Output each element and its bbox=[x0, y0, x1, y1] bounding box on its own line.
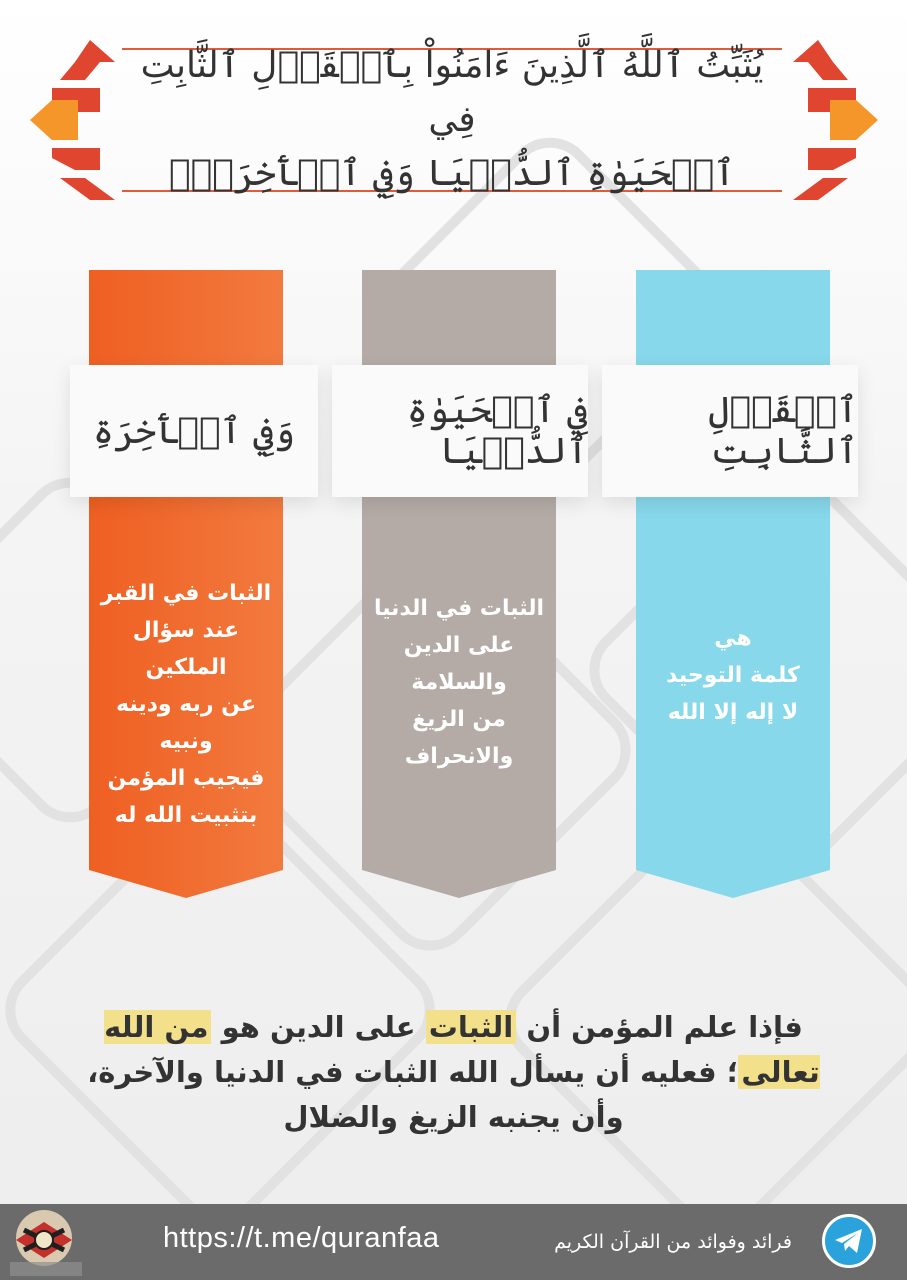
highlight-from-allah: من الله تعالى bbox=[104, 1010, 820, 1089]
column-1-line: كلمة التوحيد bbox=[666, 663, 800, 688]
column-2-line: الثبات في الدنيا bbox=[373, 596, 545, 621]
column-1-text bbox=[636, 620, 830, 731]
column-3-line: عند سؤال bbox=[132, 618, 240, 643]
column-2-line: والانحراف bbox=[404, 744, 514, 769]
column-2-heading: فِي ٱلۡحَيَوٰةِ ٱلدُّنۡيَا bbox=[332, 365, 588, 497]
column-3-text bbox=[89, 575, 283, 834]
column-2-line: والسلامة bbox=[411, 670, 507, 695]
column-1-heading: ٱلۡقَوۡلِ ٱلثَّابِتِ bbox=[602, 365, 858, 497]
verse-line-1: يُثَبِّتُ ٱللَّهُ ٱلَّذِينَ ءَامَنُواْ بِٱلۡقَوۡلِ ٱلثَّابِتِ فِي bbox=[140, 45, 764, 140]
footer-channel-title: فرائد وفوائد من القرآن الكريم bbox=[554, 1231, 792, 1253]
conclusion-text: فإذا علم المؤمن أن bbox=[516, 1010, 803, 1044]
quran-verse bbox=[122, 45, 782, 194]
decorative-arrows-right bbox=[788, 40, 878, 210]
footer-url-link[interactable]: https://t.me/quranfaa bbox=[163, 1222, 440, 1254]
column-2-line: على الدين bbox=[403, 633, 515, 658]
telegram-icon[interactable] bbox=[822, 1214, 876, 1268]
column-3-line: بتثبيت الله له bbox=[114, 803, 258, 828]
verse-line-2: ٱلۡحَيَوٰةِ ٱلدُّنۡيَا وَفِي ٱلۡأٓخِرَةِۖ bbox=[168, 153, 736, 194]
telegram-plane-icon bbox=[834, 1228, 864, 1254]
column-3-line: عن ربه ودينه bbox=[116, 692, 256, 717]
column-3-line: ونبيه bbox=[159, 729, 213, 754]
column-2-line: من الزيغ bbox=[412, 707, 506, 732]
conclusion-text: على الدين هو bbox=[211, 1010, 426, 1044]
column-1-line: لا إله إلا الله bbox=[667, 700, 799, 725]
decorative-arrows-left bbox=[30, 40, 120, 210]
column-1-line: هي bbox=[714, 626, 752, 651]
arab-defense-forum-logo bbox=[6, 1200, 96, 1280]
highlight-steadfastness: الثبات bbox=[426, 1010, 517, 1044]
column-2-text bbox=[362, 590, 556, 775]
conclusion-paragraph bbox=[60, 1005, 847, 1140]
conclusion-text: ؛ فعليه أن يسأل الله الثبات في الدنيا والآخرة، وأن يجنبه الزيغ والضلال bbox=[87, 1055, 739, 1134]
column-3-line: فيجيب المؤمن bbox=[107, 766, 265, 791]
column-3-line: الملكين bbox=[145, 655, 227, 680]
column-3-line: الثبات في القبر bbox=[100, 581, 272, 606]
column-3-heading: وَفِي ٱلۡأٓخِرَةِ bbox=[70, 365, 318, 497]
